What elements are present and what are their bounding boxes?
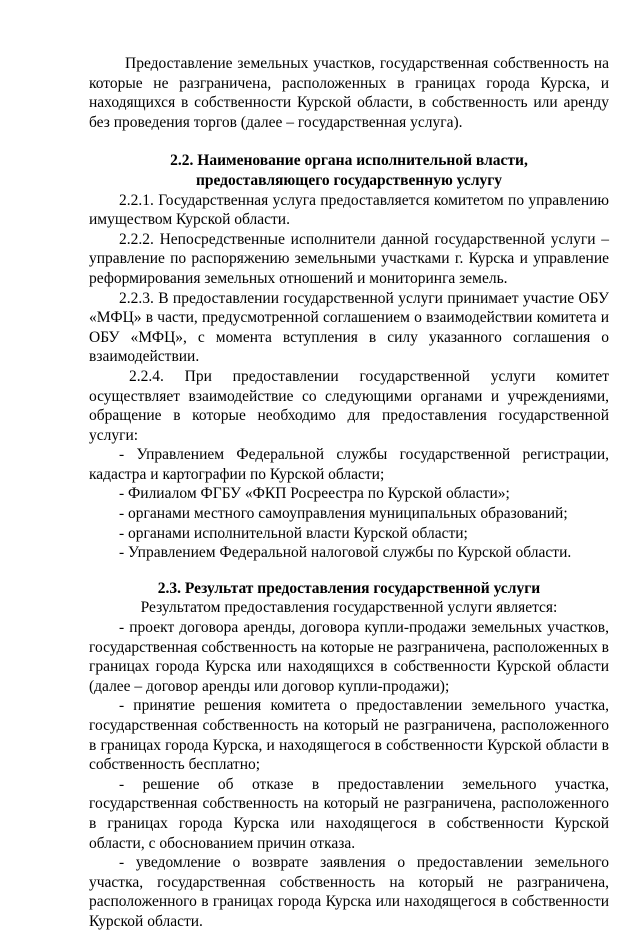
list-item: - Управлением Федеральной службы государственной регистрации, кадастра и картографии по Курской области; — [89, 446, 609, 483]
list-item: - уведомление о возврате заявления о предоставлении земельного участка, государственная собственность на который не разграничена, расположенного в границах города Курска или находящегося в собственности Курской области. — [89, 854, 609, 930]
list-item: - принятие решения комитета о предоставлении земельного участка, государственная собственность на который не разграничена, расположенного в границах города Курска, и находящегося в собственности Курской области в собственность бесплатно; — [89, 697, 609, 774]
spacer — [89, 563, 609, 579]
intro-paragraph: Предоставление земельных участков, государственная собственность на которые не разграничена, расположенных в границах города Курска, и находящихся в собственности Курской области, в собственность или аренду без проведения торгов (далее – государственная услуга). — [89, 55, 609, 131]
paragraph-2-2-3: 2.2.3. В предоставлении государственной услуги принимает участие ОБУ «МФЦ» в части, предусмотренной соглашением о взаимодействии комитета и ОБУ «МФЦ», с момента вступления в силу указанного соглашения о взаимодействии. — [89, 289, 609, 366]
paragraph-2-2-4: 2.2.4. При предоставлении государственной услуги комитет осуществляет взаимодействие со следующими органами и учреждениями, обращение в которые необходимо для предоставления государственной услуги: — [89, 367, 609, 444]
list-item: - проект договора аренды, договора купли-продажи земельных участков, государственная собственность на которые не разграничена, расположенных в границах города Курска или находящихся в собственности Курской области (далее – договор аренды или договор купли-продажи); — [89, 619, 609, 695]
section-2-3-heading: 2.3. Результат предоставления государственной услуги — [157, 579, 541, 597]
list-item: - Управлением Федеральной налоговой службы по Курской области. — [119, 544, 572, 562]
list-item: - решение об отказе в предоставлении земельного участка, государственная собственность на который не разграничена, расположенного в границах города Курска или находящегося в собственности Курской области, с обоснованием причин отказа. — [89, 775, 609, 852]
spacer — [89, 132, 609, 151]
list-item: - органами исполнительной власти Курской области; — [119, 524, 468, 542]
section-2-2-heading-line1: 2.2. Наименование органа исполнительной власти, — [170, 152, 528, 170]
section-2-3-lead: Результатом предоставления государственной услуги является: — [140, 599, 558, 617]
paragraph-2-2-2: 2.2.2. Непосредственные исполнители данной государственной услуги – управление по распоряжению земельными участками г. Курска и управление реформирования земельных отношений и мониторинга земель. — [89, 230, 609, 287]
paragraph-2-2-1: 2.2.1. Государственная услуга предоставляется комитетом по управлению имуществом Курской области. — [89, 191, 609, 229]
list-item: - органами местного самоуправления муниципальных образований; — [119, 505, 568, 523]
list-item: - Филиалом ФГБУ «ФКП Росреестра по Курской области»; — [119, 485, 510, 503]
section-2-2-heading-line2: предоставляющего государственную услугу — [195, 171, 503, 189]
